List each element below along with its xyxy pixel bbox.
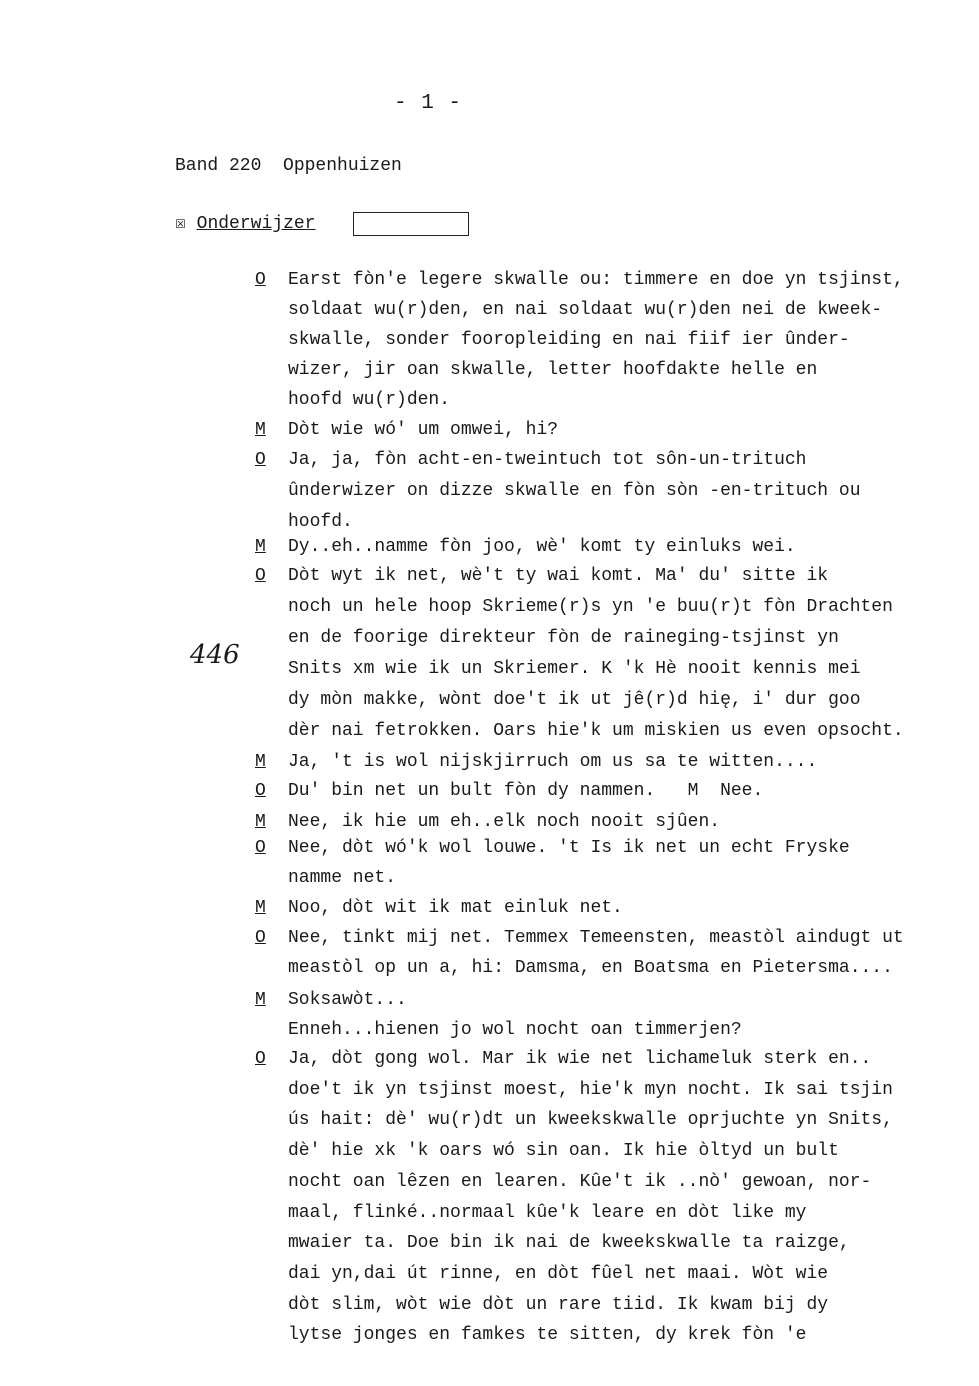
transcript-line: soldaat wu(r)den, en nai soldaat wu(r)den nei de kweek- xyxy=(288,300,883,320)
transcript-line: hoofd. xyxy=(288,512,353,532)
transcript-line: Nee, dòt wó'k wol louwe. 't Is ik net un echt Fryske xyxy=(288,838,850,858)
transcript-line: nocht oan lêzen en learen. Kûe't ik ..nò' gewoan, nor- xyxy=(288,1171,872,1192)
speaker-label: O xyxy=(255,838,266,858)
speaker-label: M xyxy=(255,812,266,832)
speaker-label: O xyxy=(255,450,266,470)
transcript-line: Snits xm wie ik un Skriemer. K 'k Hè nooit kennis mei xyxy=(288,659,861,679)
transcript-line: Ja, ja, fòn acht-en-tweintuch tot sôn-un-trituch xyxy=(288,450,807,470)
transcript-line: Earst fòn'e legere skwalle ou: timmere en doe yn tsjinst, xyxy=(288,270,904,290)
transcript-line: en de foorige direkteur fòn de raineging-tsjinst yn xyxy=(288,628,839,648)
transcript-line: Dòt wie wó' um omwei, hi? xyxy=(288,420,559,440)
speaker-label: O xyxy=(255,781,266,801)
transcript-line: Du' bin net un bult fòn dy nammen. M Nee. xyxy=(288,781,764,801)
transcript-line: doe't ik yn tsjinst moest, hie'k myn nocht. Ik sai tsjin xyxy=(288,1079,893,1100)
transcript-line: dèr nai fetrokken. Oars hie'k um miskien us even opsocht. xyxy=(288,721,904,741)
speaker-label: M xyxy=(255,990,266,1010)
transcript-line: ûnderwizer on dizze skwalle en fòn sòn -en-trituch ou xyxy=(288,481,861,501)
document-header: Band 220 Oppenhuizen xyxy=(175,156,402,176)
transcript-line: dai yn,dai út rinne, en dòt fûel net maai. Wòt wie xyxy=(288,1263,829,1284)
transcript-line: mwaier ta. Doe bin ik nai de kweekskwalle ta raizge, xyxy=(288,1233,850,1254)
role-line xyxy=(175,212,315,234)
transcript-line: Noo, dòt wit ik mat einluk net. xyxy=(288,898,623,918)
speaker-label: M xyxy=(255,420,266,440)
transcript-line: Nee, ik hie um eh..elk noch nooit sjûen. xyxy=(288,812,721,832)
transcript-line: maal, flinké..normaal kûe'k leare en dòt like my xyxy=(288,1202,807,1223)
transcript-line: namme net. xyxy=(288,868,397,888)
speaker-label: O xyxy=(255,1049,266,1069)
transcript-line: Dòt wyt ik net, wè't ty wai komt. Ma' du' sitte ik xyxy=(288,566,829,586)
transcript-line: dòt slim, wòt wie dòt un rare tiid. Ik kwam bij dy xyxy=(288,1294,829,1315)
transcript-line: lytse jonges en famkes te sitten, dy krek fòn 'e xyxy=(288,1325,807,1346)
margin-note: 446 xyxy=(190,640,240,670)
page-number: - 1 - xyxy=(394,92,463,115)
transcript-line: dè' hie xk 'k oars wó sin oan. Ik hie òltyd un bult xyxy=(288,1141,839,1162)
speaker-label: O xyxy=(255,270,266,290)
speaker-label: M xyxy=(255,752,266,772)
transcript-line: Ja, dòt gong wol. Mar ik wie net lichameluk sterk en.. xyxy=(288,1049,872,1069)
transcript-line: Soksawòt... xyxy=(288,990,407,1010)
transcript-line: hoofd wu(r)den. xyxy=(288,390,451,410)
transcript-line: Ja, 't is wol nijskjirruch om us sa te witten.... xyxy=(288,752,818,772)
transcript-line: Enneh...hienen jo wol nocht oan timmerjen? xyxy=(288,1020,742,1040)
redaction-box xyxy=(353,212,469,236)
transcript-line: dy mòn makke, wònt doe't ik ut jê(r)d hię, i' dur goo xyxy=(288,690,861,710)
transcript-line: noch un hele hoop Skrieme(r)s yn 'e buu(r)t fòn Drachten xyxy=(288,597,893,617)
speaker-label: M xyxy=(255,898,266,918)
speaker-label: O xyxy=(255,566,266,586)
speaker-label: M xyxy=(255,537,266,557)
transcript-line: Nee, tinkt mij net. Temmex Temeensten, meastòl aindugt ut xyxy=(288,928,904,948)
transcript-line: Dy..eh..namme fòn joo, wè' komt ty einluks wei. xyxy=(288,537,796,557)
transcript-line: ús hait: dè' wu(r)dt un kweekskwalle oprjuchte yn Snits, xyxy=(288,1110,893,1131)
transcript-line: meastòl op un a, hi: Damsma, en Boatsma en Pietersma.... xyxy=(288,958,893,978)
role-label: Onderwijzer xyxy=(196,214,316,234)
transcript-line: skwalle, sonder fooropleiding en nai fiif ier ûnder- xyxy=(288,330,850,350)
role-marker: ☒ xyxy=(175,214,186,234)
transcript-line: wizer, jir oan skwalle, letter hoofdakte helle en xyxy=(288,360,818,380)
speaker-label: O xyxy=(255,928,266,948)
